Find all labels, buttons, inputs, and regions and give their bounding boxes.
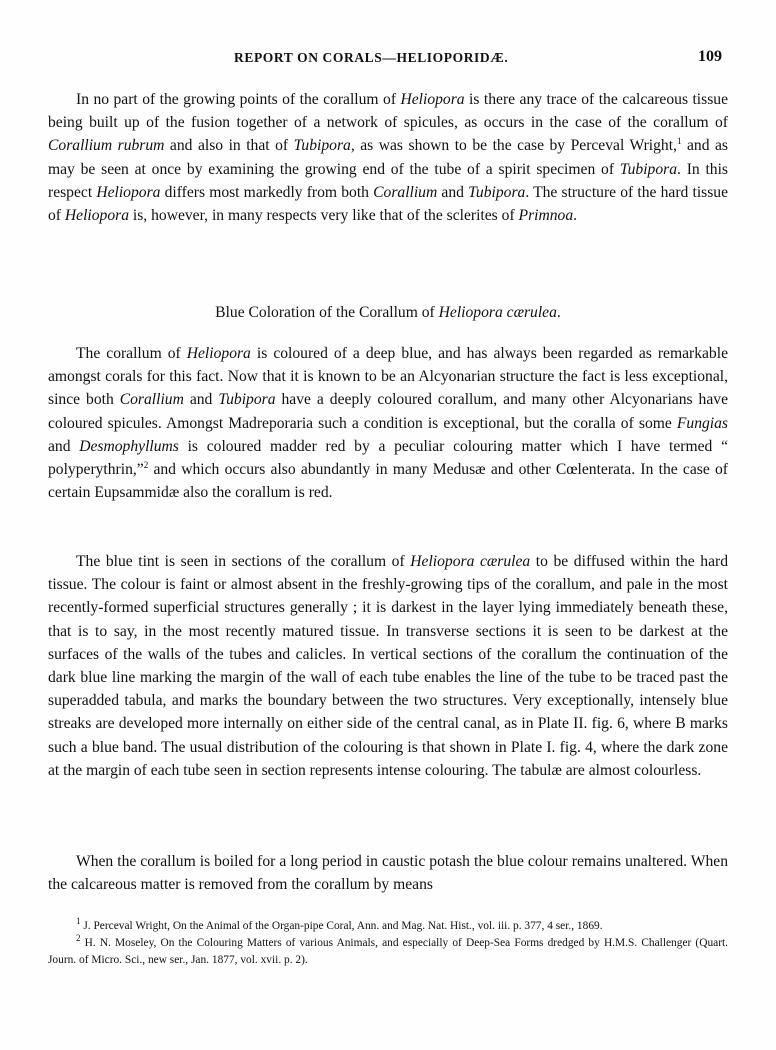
paragraph-2: The corallum of Heliopora is coloured of a deep blue, and has always been regarded as remarkable amongst corals for this fact. Now that it is known to be an Alcyonarian structure the fact is less exceptional, since both Corallium and Tubipora have a deeply coloured corallum, and many other Alcyonarians have coloured spicules. Amongst Madreporaria such a condition is exceptional, but the coralla of some Fungias and Desmophyllums is coloured madder red by a peculiar colouring matter which I have termed “ polyperythrin,”$^2$ and which occurs also abundantly in many Medusæ and other Cœlenterata. In the case of certain Eupsammidæ also the corallum is red. xyxy=(48,345,728,502)
paragraph-4: When the corallum is boiled for a long period in caustic potash the blue colour remains unaltered. When the calcareous matter is removed from the corallum by means xyxy=(48,853,728,894)
paragraph-3: The blue tint is seen in sections of the corallum of Heliopora cærulea to be diffused within the hard tissue. The colour is faint or almost absent in the freshly-growing tips of the corallum, and pale in the most recently-formed superficial structures generally ; it is darkest in the layer lying immediately beneath these, that is to say, in the most recently matured tissue. In transverse sections it is seen to be darkest at the surfaces of the walls of the tubes and calicles. In vertical sections of the corallum the continuation of the dark blue line marking the margin of the wall of each tube enables the line of the tube to be traced past the superadded tabula, and marks the boundary between the two structures. Very exceptionally, intensely blue streaks are developed more internally on either side of the central canal, as in Plate II. fig. 6, where B marks such a blue band. The usual distribution of the colouring is that shown in Plate I. fig. 4, where the dark zone at the margin of each tube seen in section represents intense colouring. The tabulæ are almost colourless. xyxy=(48,553,728,779)
paragraph-1: In no part of the growing points of the corallum of Heliopora is there any trace of the calcareous tissue being built up of the fusion together of a network of spicules, as occurs in the case of the corallum of Corallium rubrum and also in that of Tubipora, as was shown to be the case by Perceval Wright,$^1$ and as may be seen at once by examining the growing end of the tube of a spirit specimen of Tubipora. In this respect Heliopora differs most markedly from both Corallium and Tubipora. The structure of the hard tissue of Heliopora is, however, in many respects very like that of the sclerites of Primnoa. xyxy=(48,91,729,225)
footnote-ref-2: 2 xyxy=(143,459,149,470)
section-heading: Blue Coloration of the Corallum of Heliopora cærulea. xyxy=(215,304,561,321)
page-header xyxy=(0,50,776,70)
footnote-2: $^2$ H. N. Moseley, On the Colouring Matters of various Animals, and especially of Deep-Sea Forms dredged by H.M.S. Challenger (Quart. Journ. of Micro. Sci., new ser., Jan. 1877, vol. xvii. p. 2). xyxy=(48,933,728,966)
footnote-1: $^1$ J. Perceval Wright, On the Animal of the Organ-pipe Coral, Ann. and Mag. Nat. Hist., vol. iii. p. 377, 4 ser., 1869. xyxy=(76,916,603,932)
footnotes xyxy=(48,918,728,969)
page-number: 109 xyxy=(698,48,722,65)
running-head: REPORT ON CORALS—HELIOPORIDÆ. xyxy=(234,50,509,65)
footnote-ref-1: 1 xyxy=(676,136,682,147)
